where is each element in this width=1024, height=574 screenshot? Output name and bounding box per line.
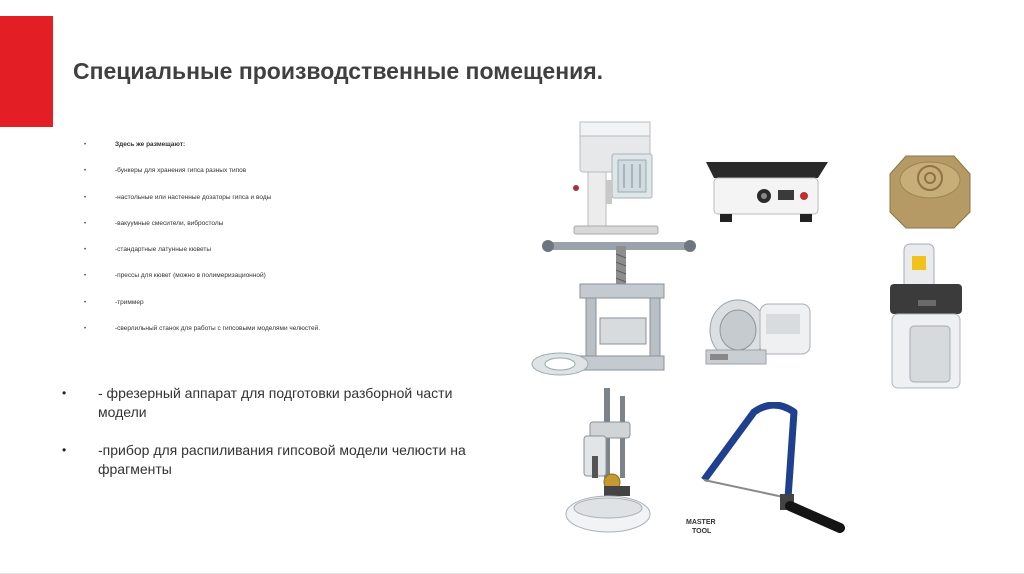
list-item xyxy=(84,272,464,298)
list-item-text: -настольные или настенные дозаторы гипса и воды xyxy=(115,193,272,201)
pin-drill-image xyxy=(564,386,654,538)
list-item xyxy=(84,167,464,193)
brass-flask-image xyxy=(884,150,976,234)
bullet: • xyxy=(84,247,87,254)
list-item-text: -бункеры для хранения гипса разных типов xyxy=(115,167,247,175)
trimmer-image xyxy=(700,290,820,374)
bullet: • xyxy=(84,168,87,175)
bullet: • xyxy=(84,273,87,280)
accent-bar xyxy=(0,16,53,127)
list-item xyxy=(84,141,464,167)
list-item-text: -триммер xyxy=(115,298,144,306)
bullet: • xyxy=(84,194,87,201)
bullet: • xyxy=(62,386,67,400)
list-item xyxy=(62,441,472,479)
slide-title: Специальные производственные помещения. xyxy=(73,58,604,84)
list-item-text: - фрезерный аппарат для подготовки разборной части модели xyxy=(98,385,453,420)
equipment-list-large xyxy=(62,384,472,498)
list-item-text: -прессы для кювет (можно в полимеризационной) xyxy=(115,272,266,280)
gypsum-dispenser-image xyxy=(566,114,670,238)
flask-press-image xyxy=(530,232,696,382)
list-item-text: -вакуумные смесители, вибростолы xyxy=(115,219,224,227)
bullet: • xyxy=(84,142,87,148)
model-trimmer-image xyxy=(886,240,966,392)
list-item-text: Здесь же размещают: xyxy=(115,141,186,148)
list-item-text: -сверлильный станок для работы с гипсовыми моделями челюстей. xyxy=(115,325,321,333)
bullet: • xyxy=(84,326,87,333)
list-item xyxy=(84,246,464,272)
list-item xyxy=(84,194,464,220)
list-item-text: -прибор для распиливания гипсовой модели челюсти на фрагменты xyxy=(98,442,466,477)
brand-logo-line1: MASTER xyxy=(686,519,716,526)
bullet: • xyxy=(84,299,87,306)
brand-logo-line2: TOOL xyxy=(692,528,712,535)
list-item xyxy=(84,220,464,246)
list-item xyxy=(84,299,464,325)
list-item xyxy=(84,325,464,351)
list-item-text: -стандартные латунные кюветы xyxy=(115,246,212,254)
vibrotable-image xyxy=(700,150,834,232)
bullet: • xyxy=(62,443,67,457)
equipment-list-small xyxy=(84,141,464,351)
fret-saw-image xyxy=(684,402,848,538)
list-item xyxy=(62,384,472,422)
bullet: • xyxy=(84,220,87,227)
